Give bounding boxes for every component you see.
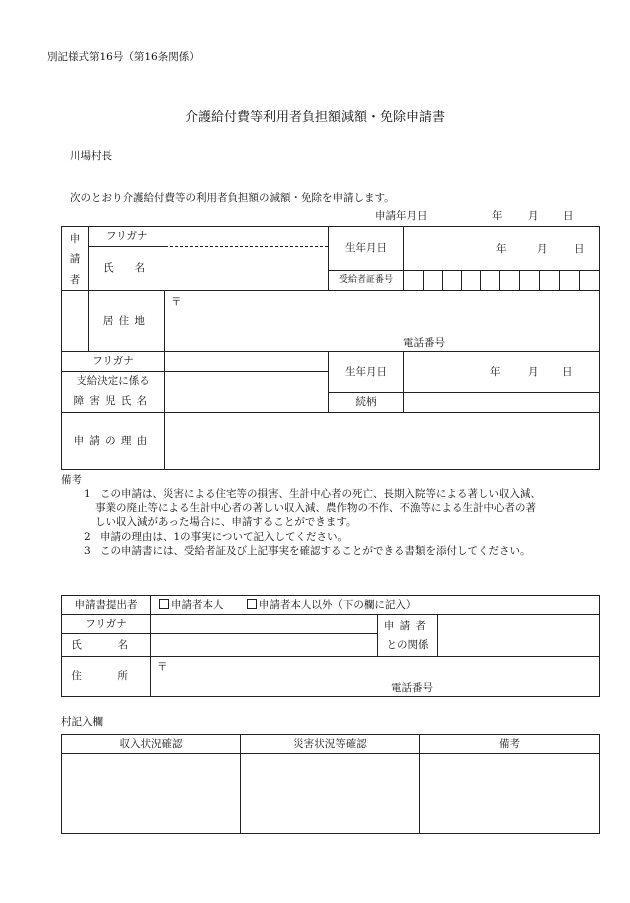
address-field[interactable] bbox=[165, 291, 600, 352]
cert-digit[interactable] bbox=[500, 271, 520, 291]
relation-to-applicant-field[interactable] bbox=[438, 615, 600, 657]
intro-text: 次のとおり介護給付費等の利用者負担額の減額・免除を申請します。 bbox=[70, 192, 395, 204]
submitter-name-label: 氏 名 bbox=[62, 634, 151, 657]
dob-field[interactable]: 年 月 日 bbox=[404, 227, 600, 271]
phone-label: 電話番号 bbox=[391, 682, 433, 694]
dob-label: 生年月日 bbox=[329, 227, 404, 271]
cert-digit[interactable] bbox=[481, 271, 500, 291]
child-dob-label: 生年月日 bbox=[329, 352, 404, 393]
submitter-furigana-field[interactable] bbox=[151, 615, 378, 634]
cert-digit[interactable] bbox=[443, 271, 462, 291]
application-year-label: 年 bbox=[492, 210, 503, 222]
address-label: 居住地 bbox=[89, 291, 165, 352]
cert-digit[interactable] bbox=[560, 271, 580, 291]
cert-no-label: 受給者証番号 bbox=[329, 271, 404, 291]
relation-field[interactable] bbox=[404, 393, 600, 412]
postal-mark: 〒 bbox=[157, 661, 168, 673]
disaster-check-field[interactable] bbox=[241, 754, 420, 834]
child-name-field[interactable] bbox=[165, 372, 329, 413]
remarks-field[interactable] bbox=[420, 754, 600, 834]
name-label: 氏 名 bbox=[89, 247, 165, 291]
submitter-table bbox=[61, 595, 600, 697]
note-number: 3 bbox=[84, 545, 91, 557]
child-furigana-label: フリガナ bbox=[62, 352, 165, 372]
reason-label: 申請の理由 bbox=[62, 412, 165, 469]
applicant-side-label: 申 請 者 bbox=[62, 227, 89, 291]
income-check-field[interactable] bbox=[62, 754, 241, 834]
notes-heading: 備考 bbox=[61, 474, 82, 486]
checkbox-icon[interactable] bbox=[159, 599, 169, 609]
income-check-header: 収入状況確認 bbox=[62, 735, 241, 754]
child-name-label: 支給決定に係る 障害児氏名 bbox=[62, 372, 165, 413]
addressee: 川場村長 bbox=[70, 150, 112, 162]
name-field[interactable] bbox=[165, 247, 329, 291]
application-day-label: 日 bbox=[563, 210, 574, 222]
village-table bbox=[61, 734, 600, 834]
cert-digit[interactable] bbox=[462, 271, 481, 291]
reason-field[interactable] bbox=[165, 412, 600, 469]
cert-digit[interactable] bbox=[520, 271, 540, 291]
disaster-check-header: 災害状況等確認 bbox=[241, 735, 420, 754]
application-month-label: 月 bbox=[528, 210, 539, 222]
phone-label: 電話番号 bbox=[403, 337, 445, 349]
relation-to-applicant-label: 申請者 との関係 bbox=[378, 615, 438, 657]
applicant-side-label-cont bbox=[62, 291, 89, 352]
furigana-field[interactable] bbox=[165, 227, 329, 247]
cert-digit[interactable] bbox=[580, 271, 600, 291]
cert-digit[interactable] bbox=[424, 271, 443, 291]
furigana-label: フリガナ bbox=[89, 227, 165, 247]
cert-digit[interactable] bbox=[540, 271, 560, 291]
submitter-name-field[interactable] bbox=[151, 634, 378, 657]
postal-mark: 〒 bbox=[171, 296, 182, 308]
note-number: 2 bbox=[84, 531, 91, 543]
child-dob-field[interactable]: 年 月 日 bbox=[404, 352, 600, 393]
child-furigana-field[interactable] bbox=[165, 352, 329, 372]
option-other[interactable]: 申請者本人以外（下の欄に記入） bbox=[247, 599, 417, 611]
option-self[interactable]: 申請者本人 bbox=[159, 599, 224, 611]
applicant-table bbox=[61, 226, 600, 470]
note-text: しい収入減があった場合に、申請することができます。 bbox=[95, 516, 357, 528]
submitter-furigana-label: フリガナ bbox=[62, 615, 151, 634]
submitter-options bbox=[151, 596, 600, 615]
note-text: この申請書には、受給者証及び上記事実を確認することができる書類を添付してください。 bbox=[100, 545, 531, 557]
village-heading: 村記入欄 bbox=[61, 716, 103, 728]
note-text: 事業の廃止等による生計中心者の著しい収入減、農作物の不作、不漁等による生計中心者の著 bbox=[95, 502, 536, 514]
form-title: 介護給付費等利用者負担額減額・免除申請書 bbox=[184, 110, 445, 125]
note-number: 1 bbox=[84, 488, 91, 500]
remarks-header: 備考 bbox=[420, 735, 600, 754]
submitter-label: 申請書提出者 bbox=[62, 596, 151, 615]
checkbox-icon[interactable] bbox=[247, 599, 257, 609]
submitter-address-field[interactable] bbox=[151, 657, 600, 697]
cert-digit[interactable] bbox=[404, 271, 424, 291]
application-date-label: 申請年月日 bbox=[375, 210, 428, 222]
submitter-address-label: 住 所 bbox=[62, 657, 151, 697]
note-text: この申請は、災害による住宅等の損害、生計中心者の死亡、長期入院等による著しい収入減、 bbox=[100, 488, 541, 500]
relation-label: 続柄 bbox=[329, 393, 404, 412]
note-text: 申請の理由は、1の事実について記入してください。 bbox=[100, 531, 348, 543]
form-number: 別記様式第16号（第16条関係） bbox=[47, 51, 200, 63]
